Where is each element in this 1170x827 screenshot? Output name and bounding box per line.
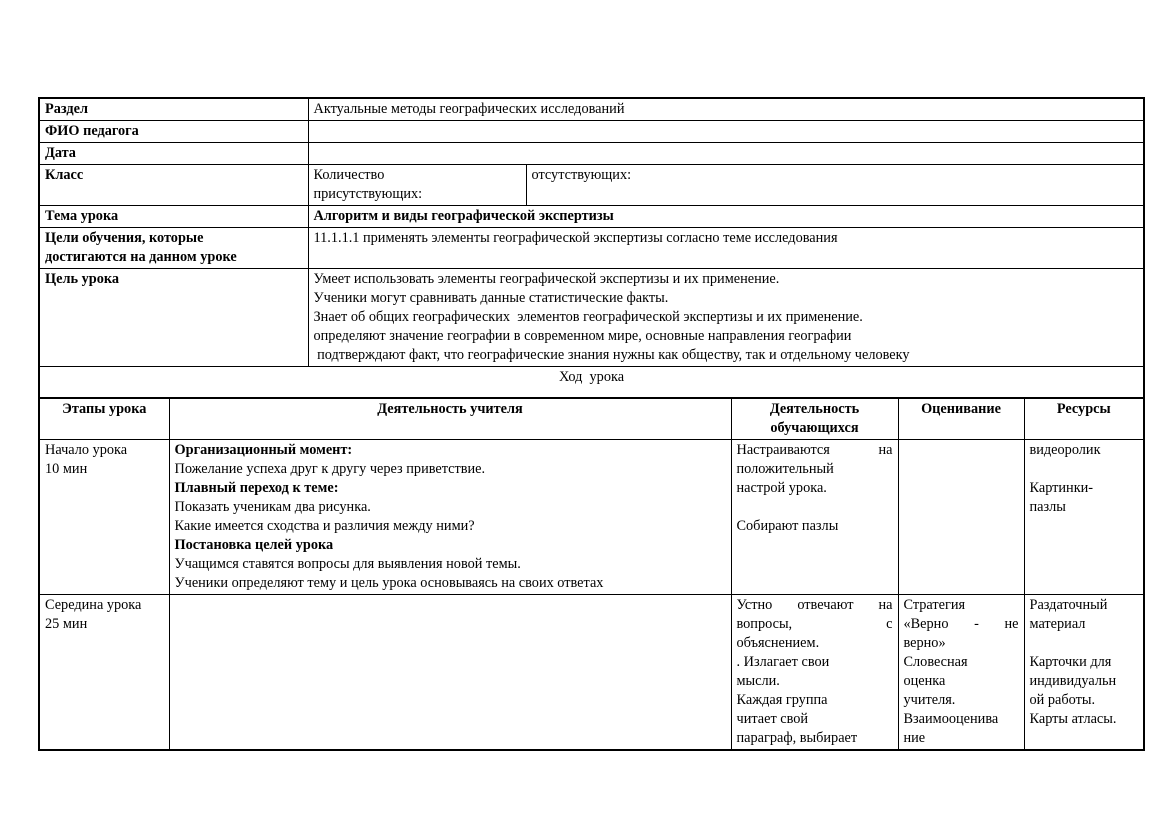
student-activity-cell: Настраиваются на положительный настрой урока. Собирают пазлы [731,439,898,594]
teacher-name-value [308,121,1144,143]
teacher-activity-cell [169,594,731,750]
info-row-topic [39,206,1144,228]
header-student-activity: Деятельность обучающихся [731,398,898,440]
header-stages: Этапы урока [39,398,169,440]
info-row-teacher-name [39,121,1144,143]
section-label: Раздел [39,98,308,121]
date-value [308,143,1144,165]
lesson-plan-tables [38,97,1143,751]
absent-count-label: отсутствующих: [526,165,1144,206]
teacher-name-label: ФИО педагога [39,121,308,143]
plan-row-lesson-middle [39,594,1144,750]
info-row-class [39,165,1144,206]
header-teacher-activity: Деятельность учителя [169,398,731,440]
class-label: Класс [39,165,308,206]
info-row-learning-objectives [39,228,1144,269]
lesson-info-table [38,97,1145,399]
lesson-goal-value: Умеет использовать элементы географической экспертизы и их применение. Ученики могут сравнивать данные статистические факты. Знает об общих географических элементов географической экспертизы и их применение. определяют значение географии в современном мире, основные направления географии подтверждают факт, что географические знания нужны как обществу, так и отдельному человеку [308,269,1144,367]
lesson-goal-label: Цель урока [39,269,308,367]
plan-row-lesson-start [39,439,1144,594]
resources-cell: видеоролик Картинки- пазлы [1024,439,1144,594]
topic-value: Алгоритм и виды географической экспертизы [308,206,1144,228]
stage-cell: Середина урока 25 мин [39,594,169,750]
info-row-section [39,98,1144,121]
present-count-label: Количество присутствующих: [308,165,526,206]
section-value: Актуальные методы географических исследований [308,98,1144,121]
date-label: Дата [39,143,308,165]
assessment-cell: Стратегия «Верно - не верно» Словесная оценка учителя. Взаимооценива ние [898,594,1024,750]
topic-label: Тема урока [39,206,308,228]
header-resources: Ресурсы [1024,398,1144,440]
stage-cell: Начало урока 10 мин [39,439,169,594]
teacher-activity-cell: Организационный момент: Пожелание успеха друг к другу через приветствие. Плавный переход к теме: Показать ученикам два рисунка. Какие имеется сходства и различия между ними? Постановка целей урока Учащимся ставятся вопросы для выявления новой темы. Ученики определяют тему и цель урока основываясь на своих ответах [169,439,731,594]
info-row-lesson-goal [39,269,1144,367]
lesson-flow-title: Ход урока [39,367,1144,398]
student-activity-cell: Устно отвечают на вопросы, с объяснением. . Излагает свои мысли. Каждая группа читает свой параграф, выбирает [731,594,898,750]
info-row-section-title [39,367,1144,398]
lesson-flow-table [38,397,1145,751]
learning-objectives-value: 11.1.1.1 применять элементы географической экспертизы согласно теме исследования [308,228,1144,269]
learning-objectives-label: Цели обучения, которые достигаются на данном уроке [39,228,308,269]
plan-header-row [39,398,1144,440]
header-assessment: Оценивание [898,398,1024,440]
assessment-cell [898,439,1024,594]
info-row-date [39,143,1144,165]
resources-cell: Раздаточный материал Карточки для индивидуальн ой работы. Карты атласы. [1024,594,1144,750]
